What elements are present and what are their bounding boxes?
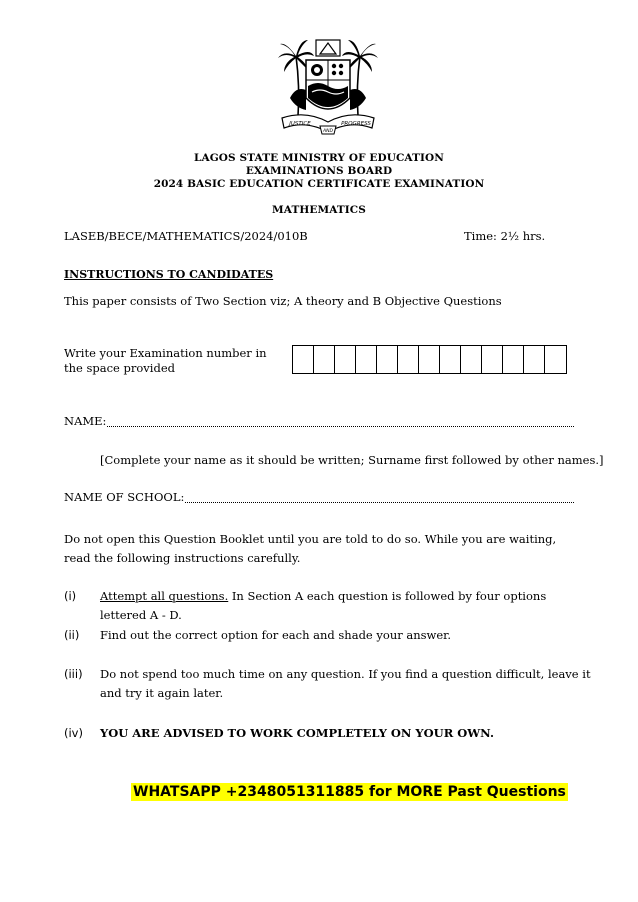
header-subject: MATHEMATICS (272, 204, 366, 216)
exam-number-digit-box[interactable] (377, 346, 398, 373)
instruction-emphasis: Attempt all questions. (100, 589, 229, 603)
exam-number-label: Write your Examination number in the space provided (64, 346, 267, 375)
crest-motto-right: PROGRESS (341, 121, 371, 127)
school-label: NAME OF SCHOOL: (64, 490, 185, 504)
exam-number-digit-box[interactable] (398, 346, 419, 373)
exam-number-digit-box[interactable] (482, 346, 503, 373)
item-number: (ii) (64, 628, 80, 642)
header-board: EXAMINATIONS BOARD (245, 165, 393, 177)
item-number: (iii) (64, 667, 83, 681)
item-number: (i) (64, 589, 77, 603)
exam-number-digit-box[interactable] (335, 346, 356, 373)
whatsapp-promo: WHATSAPP +2348051311885 for MORE Past Questions (133, 784, 566, 800)
exam-number-digit-box[interactable] (440, 346, 461, 373)
name-label: NAME: (64, 414, 107, 428)
instruction-item: Find out the correct option for each and shade your answer. (100, 628, 452, 642)
exam-number-digit-box[interactable] (503, 346, 524, 373)
instruction-item: Do not spend too much time on any question. If you find a question difficult, leave it and try it again later. (100, 667, 591, 700)
header-exam: 2024 BASIC EDUCATION CERTIFICATE EXAMINATION (153, 178, 485, 190)
name-row (64, 414, 574, 428)
school-row (64, 490, 574, 504)
exam-number-digit-box[interactable] (419, 346, 440, 373)
exam-number-digit-box[interactable] (461, 346, 482, 373)
paper-intro: This paper consists of Two Section viz; A theory and B Objective Questions (64, 294, 502, 308)
school-line[interactable] (185, 490, 574, 503)
instruction-item (100, 587, 594, 625)
warning-paragraph: Do not open this Question Booklet until you are told to do so. While you are waiting, read the following instructions carefully. (64, 532, 557, 565)
exam-number-digit-box[interactable] (524, 346, 545, 373)
item-number: (iv) (64, 726, 83, 740)
paper-code: LASEB/BECE/MATHEMATICS/2024/010B (64, 229, 308, 243)
exam-number-digit-box[interactable] (545, 346, 566, 373)
crest-motto-center: AND (323, 129, 333, 134)
exam-number-digit-box[interactable] (356, 346, 377, 373)
exam-number-digit-box[interactable] (293, 346, 314, 373)
exam-number-boxes[interactable] (292, 345, 567, 374)
exam-duration: Time: 2½ hrs. (464, 229, 546, 243)
name-note: [Complete your name as it should be written; Surname first followed by other names.] (100, 453, 604, 467)
instruction-item: YOU ARE ADVISED TO WORK COMPLETELY ON YOUR OWN. (100, 726, 494, 740)
lagos-state-crest-icon (276, 36, 380, 136)
crest-motto-left: JUSTICE (289, 121, 311, 127)
instructions-heading: INSTRUCTIONS TO CANDIDATES (64, 268, 274, 281)
exam-number-digit-box[interactable] (314, 346, 335, 373)
header-ministry: LAGOS STATE MINISTRY OF EDUCATION (194, 152, 444, 164)
name-line[interactable] (107, 414, 574, 427)
instruction-text: In Section A each question is followed by four options lettered A - D. (100, 589, 547, 622)
